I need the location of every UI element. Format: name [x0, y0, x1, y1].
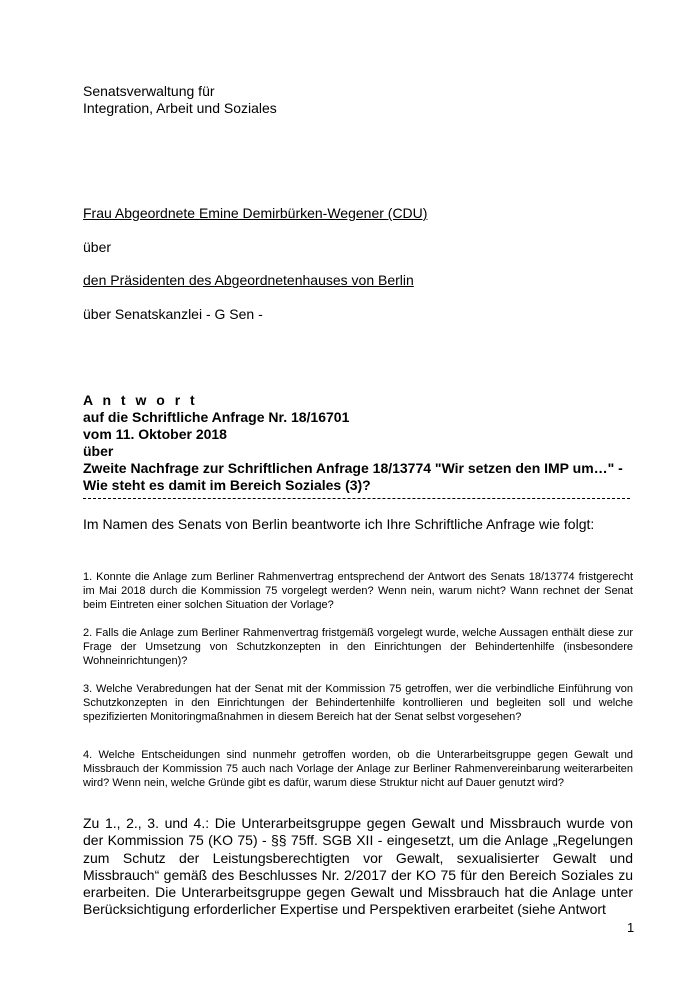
heading-inquiry-number: auf die Schriftliche Anfrage Nr. 18/16701	[83, 409, 350, 425]
answer-paragraph: Zu 1., 2., 3. und 4.: Die Unterarbeitsgruppe gegen Gewalt und Missbrauch wurde von der Kommission 75 (KO 75) - §§ 75ff. SGB XII - eingesetzt, um die Anlage „Regelungen zum Schutz der Leistungsberechtigten vor Gewalt, sexualisierter Gewalt und Missbrauch“ gemäß des Beschlusses Nr. 2/2017 der KO 75 für den Bereich Soziales zu erarbeiten. Die Unterarbeitsgruppe gegen Gewalt und Missbrauch hat die Anlage unter Berücksichtigung erforderlicher Expertise und Perspektiven erarbeitet (siehe Antwort	[83, 815, 633, 918]
question-3: 3. Welche Verabredungen hat der Senat mit der Kommission 75 getroffen, wer die verbindliche Einführung von Schutzkonzepten in den Einrichtungen der Behindertenhilfe kontrollieren und begleiten soll und welche spezifizierten Monitoringmaßnahmen in diesem Bereich hat der Senat selbst vorgesehen?	[83, 683, 633, 723]
question-2: 2. Falls die Anlage zum Berliner Rahmenvertrag fristgemäß vorgelegt wurde, welche Aussagen enthält diese zur Frage der Umsetzung von Schutzkonzepten in den Einrichtungen der Behindertenhilfe (insbesondere Wohneinrichtungen)?	[83, 627, 633, 667]
heading-over: über	[83, 443, 114, 459]
sender-line-1: Senatsverwaltung für	[83, 83, 215, 99]
question-1: 1. Konnte die Anlage zum Berliner Rahmenvertrag entsprechend der Antwort des Senats 18/13774 fristgerecht im Mai 2018 durch die Kommission 75 vorgelegt werden? Wenn nein, warum nicht? Wann rechnet der Senat beim Eintreten einer solchen Situation der Vorlage?	[83, 571, 633, 611]
sender-block	[83, 83, 277, 117]
sender-line-2: Integration, Arbeit und Soziales	[83, 100, 277, 116]
heading-title: A n t w o r t	[83, 392, 198, 408]
answer-heading	[83, 392, 643, 494]
intro-text: Im Namen des Senats von Berlin beantworte ich Ihre Schriftliche Anfrage wie folgt:	[83, 516, 595, 532]
via-line-1: über	[83, 239, 112, 255]
heading-date: vom 11. Oktober 2018	[83, 426, 227, 442]
heading-subject: Zweite Nachfrage zur Schriftlichen Anfrage 18/13774 "Wir setzen den IMP um…" - Wie steht es damit im Bereich Soziales (3)?	[83, 460, 623, 493]
question-4: 4. Welche Entscheidungen sind nunmehr getroffen worden, ob die Unterarbeitsgruppe gegen Gewalt und Missbrauch der Kommission 75 auch nach Vorlage der Anlage zur Berliner Rahmenvereinbarung weiterarbeiten wird? Wenn nein, welche Gründe gibt es dafür, warum diese Struktur nicht auf Dauer genutzt wird?	[83, 749, 633, 789]
via-line-2: über Senatskanzlei - G Sen -	[83, 306, 263, 322]
president-line: den Präsidenten des Abgeordnetenhauses von Berlin	[83, 272, 414, 288]
dashed-divider	[83, 498, 630, 499]
recipient-name: Frau Abgeordnete Emine Demirbürken-Wegener (CDU)	[83, 205, 428, 221]
page-number: 1	[627, 920, 635, 935]
